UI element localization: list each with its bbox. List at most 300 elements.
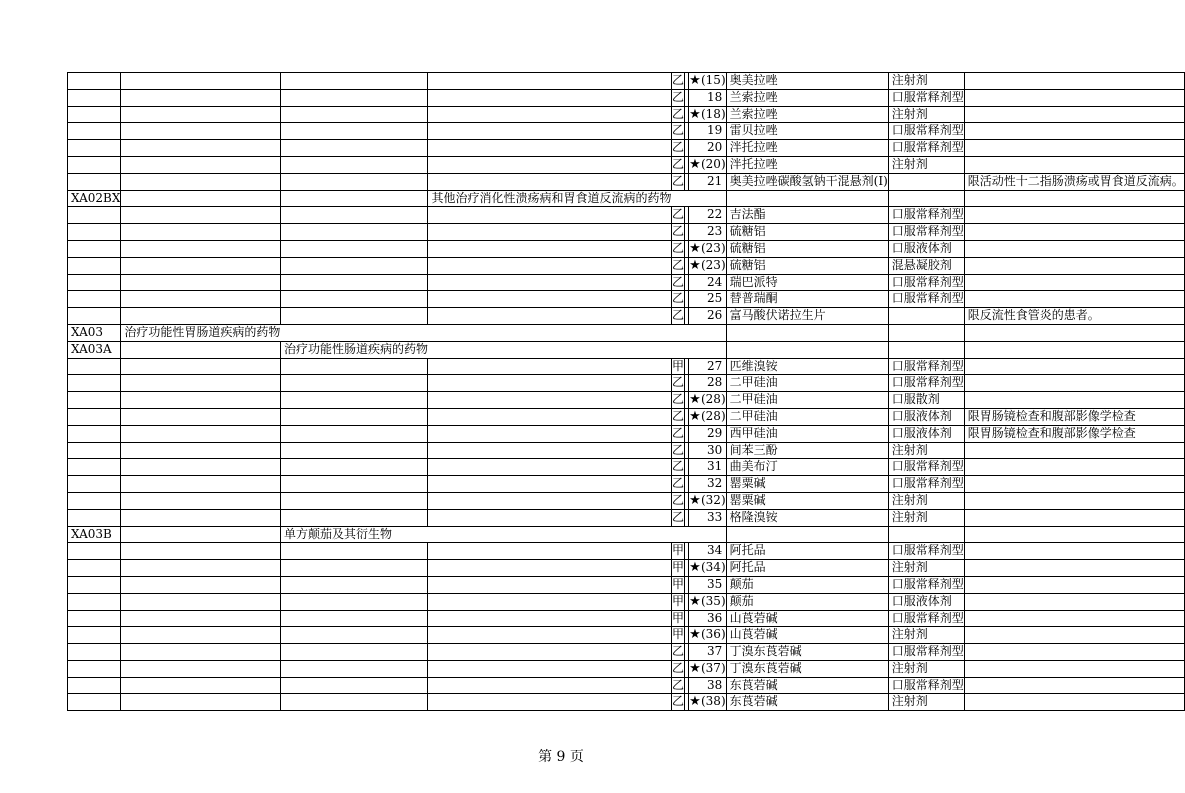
number-cell (688, 677, 726, 694)
empty-cell (428, 476, 672, 493)
dosage-form-cell (888, 660, 964, 677)
drug-name-cell (726, 224, 888, 241)
table-body (68, 73, 1185, 711)
empty-cell (726, 190, 888, 207)
drug-number: 37 (705, 660, 721, 675)
table-row (68, 408, 1185, 425)
drug-name: 阿托品 (729, 560, 766, 575)
drug-name: 泮托拉唑 (729, 140, 778, 155)
empty-cell (121, 660, 281, 677)
empty-cell (280, 106, 428, 123)
empty-cell (280, 291, 428, 308)
empty-cell (280, 576, 428, 593)
empty-cell (964, 341, 1184, 358)
category-code: XA02BX (71, 190, 121, 205)
number-cell (688, 543, 726, 560)
drug-name: 硫糖铝 (729, 224, 766, 239)
remark-cell (964, 140, 1184, 157)
dosage-form-cell (888, 425, 964, 442)
grade-cell (671, 576, 684, 593)
dosage-form: 口服常释剂型 (891, 291, 964, 306)
dosage-form: 口服常释剂型 (891, 576, 964, 591)
empty-cell (68, 543, 121, 560)
empty-cell (428, 173, 672, 190)
dosage-form-cell (888, 375, 964, 392)
star-icon: ★ (689, 73, 701, 88)
star-icon: ★ (689, 694, 701, 710)
dosage-form-cell (888, 392, 964, 409)
dosage-form: 口服常释剂型 (891, 140, 964, 155)
remark: 限反流性食管炎的患者。 (967, 308, 1100, 323)
empty-cell (280, 677, 428, 694)
dosage-form-cell (888, 694, 964, 711)
remark-cell (964, 257, 1184, 274)
empty-cell (121, 358, 281, 375)
category-title: 单方颠茄及其衍生物 (283, 526, 392, 541)
empty-cell (428, 560, 672, 577)
empty-cell (280, 358, 428, 375)
empty-cell (68, 576, 121, 593)
empty-cell (888, 341, 964, 358)
grade-label: 乙 (671, 173, 684, 188)
drug-name-cell (726, 308, 888, 325)
table-row (68, 173, 1185, 190)
dosage-form-cell (888, 106, 964, 123)
empty-cell (68, 593, 121, 610)
category-code: XA03 (71, 324, 104, 339)
star-icon: ★ (689, 627, 701, 643)
table-row (68, 610, 1185, 627)
remark: 限活动性十二指肠溃疡或胃食道反流病。 (967, 173, 1184, 188)
number-cell (688, 89, 726, 106)
drug-number: 30 (706, 442, 723, 457)
number-cell (688, 459, 726, 476)
empty-cell (280, 73, 428, 90)
remark-cell (964, 123, 1184, 140)
empty-cell (68, 106, 121, 123)
category-row (68, 526, 1185, 543)
dosage-form-cell (888, 627, 964, 644)
grade-label: 乙 (671, 140, 684, 155)
star-icon: ★ (689, 560, 701, 576)
table-row (68, 123, 1185, 140)
empty-cell (68, 492, 121, 509)
empty-cell (68, 459, 121, 476)
empty-cell (121, 308, 281, 325)
table-row (68, 308, 1185, 325)
empty-cell (121, 190, 281, 207)
dosage-form-cell (888, 291, 964, 308)
drug-name: 格隆溴铵 (729, 509, 778, 524)
remark-cell (964, 425, 1184, 442)
empty-cell (726, 341, 888, 358)
dosage-form: 混悬凝胶剂 (891, 257, 952, 272)
remark-cell (964, 442, 1184, 459)
number-cell: ★(28) (689, 392, 726, 408)
empty-cell (121, 459, 281, 476)
empty-cell (68, 308, 121, 325)
empty-cell (280, 593, 428, 610)
remark-cell (964, 308, 1184, 325)
category-title-cell (121, 324, 281, 341)
grade-label: 乙 (671, 73, 684, 87)
dosage-form-cell (888, 156, 964, 173)
drug-number: 37 (706, 644, 723, 659)
drug-name: 硫糖铝 (729, 257, 766, 272)
empty-cell (121, 492, 281, 509)
empty-cell (428, 627, 672, 644)
remark-cell (964, 358, 1184, 375)
table-row (68, 274, 1185, 291)
drug-name-cell (726, 140, 888, 157)
drug-name-cell (726, 593, 888, 610)
dosage-form-cell (888, 677, 964, 694)
grade-label: 乙 (671, 291, 684, 306)
empty-cell (121, 408, 281, 425)
empty-cell (68, 660, 121, 677)
grade-label: 乙 (671, 240, 684, 255)
table-row (68, 509, 1185, 526)
number-cell (688, 291, 726, 308)
table-row (68, 560, 1185, 577)
drug-name-cell (726, 106, 888, 123)
category-row (68, 190, 1185, 207)
empty-cell (428, 425, 672, 442)
table-row (68, 576, 1185, 593)
grade-label: 乙 (671, 392, 684, 407)
empty-cell (428, 492, 672, 509)
grade-cell (671, 660, 684, 677)
remark-cell (964, 207, 1184, 224)
star-icon: ★ (689, 492, 701, 508)
grade-label: 甲 (671, 576, 684, 591)
dosage-form: 注射剂 (891, 106, 928, 121)
empty-cell (428, 694, 672, 711)
drug-name: 西甲硅油 (729, 425, 778, 440)
empty-cell (428, 106, 672, 123)
drug-name-cell (726, 694, 888, 711)
grade-cell (671, 408, 684, 425)
grade-cell (671, 73, 684, 90)
empty-cell (428, 644, 672, 661)
grade-label: 甲 (671, 358, 684, 373)
grade-label: 乙 (671, 694, 684, 709)
table-row (68, 543, 1185, 560)
drug-name: 东莨菪碱 (729, 694, 778, 709)
number-cell (688, 644, 726, 661)
drug-name-cell (726, 442, 888, 459)
dosage-form-cell (888, 240, 964, 257)
remark-cell (964, 476, 1184, 493)
grade-cell (671, 106, 684, 123)
category-code: XA03B (71, 526, 112, 541)
grade-label: 乙 (671, 123, 684, 138)
empty-cell (428, 240, 672, 257)
drug-name-cell (726, 459, 888, 476)
table-row (68, 677, 1185, 694)
empty-cell (68, 257, 121, 274)
drug-number: 36 (705, 627, 721, 642)
drug-number: 23 (705, 257, 721, 272)
dosage-form: 注射剂 (891, 694, 928, 709)
empty-cell (428, 526, 672, 543)
drug-name: 颠茄 (729, 576, 754, 591)
table-row (68, 257, 1185, 274)
empty-cell (121, 274, 281, 291)
remark-cell (964, 173, 1184, 190)
dosage-form-cell (888, 140, 964, 157)
empty-cell (428, 291, 672, 308)
empty-cell (280, 190, 428, 207)
drug-number: 28 (706, 375, 723, 390)
drug-name: 二甲硅油 (729, 392, 778, 407)
remark-cell (964, 677, 1184, 694)
empty-cell (121, 341, 281, 358)
drug-number: 31 (706, 459, 723, 474)
empty-cell (121, 375, 281, 392)
drug-name-cell (726, 291, 888, 308)
empty-cell (428, 140, 672, 157)
drug-name-cell (726, 392, 888, 409)
number-cell (688, 224, 726, 241)
grade-label: 乙 (671, 644, 684, 659)
table-row (68, 375, 1185, 392)
empty-cell (68, 123, 121, 140)
grade-cell (671, 156, 684, 173)
drug-name: 间苯三酚 (729, 442, 778, 457)
grade-label: 乙 (671, 106, 684, 121)
grade-cell (671, 240, 684, 257)
empty-cell (428, 257, 672, 274)
empty-cell (671, 341, 684, 358)
remark-cell (964, 593, 1184, 610)
dosage-form: 口服液体剂 (891, 408, 952, 423)
empty-cell (688, 526, 726, 543)
number-cell (688, 207, 726, 224)
grade-label: 乙 (671, 207, 684, 222)
empty-cell (121, 173, 281, 190)
dosage-form-cell (888, 358, 964, 375)
empty-cell (68, 140, 121, 157)
drug-name: 富马酸伏诺拉生片 (729, 308, 826, 323)
number-cell (688, 509, 726, 526)
remark-cell (964, 694, 1184, 711)
empty-cell (671, 526, 684, 543)
empty-cell (68, 240, 121, 257)
number-cell (688, 442, 726, 459)
remark-cell (964, 106, 1184, 123)
empty-cell (121, 576, 281, 593)
dosage-form-cell (888, 257, 964, 274)
empty-cell (121, 509, 281, 526)
empty-cell (68, 610, 121, 627)
drug-name-cell (726, 274, 888, 291)
dosage-form-cell (888, 610, 964, 627)
empty-cell (280, 224, 428, 241)
grade-cell (671, 694, 684, 711)
drug-name-cell (726, 560, 888, 577)
table-row (68, 358, 1185, 375)
empty-cell (428, 408, 672, 425)
empty-cell (68, 392, 121, 409)
drug-name: 奥美拉唑碳酸氢钠干混悬剂(Ⅰ) (729, 173, 888, 188)
number-cell: ★(28) (689, 408, 726, 424)
number-cell: ★(38) (689, 694, 726, 710)
drug-name-cell (726, 576, 888, 593)
drug-name: 曲美布汀 (729, 459, 778, 474)
empty-cell (964, 526, 1184, 543)
empty-cell (428, 459, 672, 476)
grade-cell (671, 543, 684, 560)
drug-name-cell (726, 207, 888, 224)
dosage-form: 口服液体剂 (891, 425, 952, 440)
grade-cell (671, 476, 684, 493)
remark-cell (964, 560, 1184, 577)
grade-label: 乙 (671, 492, 684, 507)
grade-label: 乙 (671, 425, 684, 440)
drug-number: 38 (706, 677, 723, 692)
dosage-form-cell (888, 644, 964, 661)
grade-cell (671, 627, 684, 644)
drug-number: 27 (706, 358, 723, 373)
drug-number: 15 (705, 73, 721, 87)
remark: 限胃肠镜检查和腹部影像学检查 (967, 425, 1136, 440)
empty-cell (68, 73, 121, 90)
table-row (68, 156, 1185, 173)
remark-cell (964, 375, 1184, 392)
empty-cell (121, 73, 281, 90)
number-cell (688, 274, 726, 291)
grade-cell (671, 224, 684, 241)
empty-cell (280, 140, 428, 157)
drug-number: 38 (705, 694, 721, 709)
empty-cell (68, 627, 121, 644)
empty-cell (68, 476, 121, 493)
number-cell: ★(23) (689, 257, 726, 273)
remark-cell (964, 576, 1184, 593)
grade-label: 甲 (671, 627, 684, 642)
star-icon: ★ (689, 408, 701, 424)
dosage-form: 注射剂 (891, 509, 928, 524)
grade-label: 乙 (671, 375, 684, 390)
empty-cell (68, 89, 121, 106)
empty-cell (964, 324, 1184, 341)
number-cell (688, 425, 726, 442)
drug-list-table (67, 72, 1185, 711)
remark-cell (964, 291, 1184, 308)
drug-name: 硫糖铝 (729, 240, 766, 255)
table-row (68, 392, 1185, 409)
empty-cell (68, 291, 121, 308)
number-cell (688, 375, 726, 392)
star-icon: ★ (689, 156, 701, 172)
empty-cell (428, 593, 672, 610)
drug-name: 罂粟碱 (729, 492, 766, 507)
dosage-form-cell (888, 224, 964, 241)
empty-cell (428, 358, 672, 375)
empty-cell (280, 89, 428, 106)
dosage-form: 口服常释剂型 (891, 89, 964, 104)
empty-cell (121, 442, 281, 459)
dosage-form-cell (888, 476, 964, 493)
grade-label: 乙 (671, 677, 684, 692)
table-row (68, 660, 1185, 677)
grade-label: 乙 (671, 660, 684, 675)
star-icon: ★ (689, 660, 701, 676)
grade-cell (671, 274, 684, 291)
table-row (68, 207, 1185, 224)
dosage-form-cell (888, 73, 964, 90)
grade-label: 乙 (671, 274, 684, 289)
empty-cell (888, 526, 964, 543)
empty-cell (280, 173, 428, 190)
dosage-form-cell (888, 593, 964, 610)
category-code: XA03A (71, 341, 112, 356)
empty-cell (68, 560, 121, 577)
empty-cell (280, 644, 428, 661)
remark: 限胃肠镜检查和腹部影像学检查 (967, 408, 1136, 423)
remark-cell (964, 492, 1184, 509)
remark-cell (964, 392, 1184, 409)
remark-cell (964, 610, 1184, 627)
empty-cell (121, 593, 281, 610)
empty-cell (428, 207, 672, 224)
empty-cell (121, 627, 281, 644)
empty-cell (121, 291, 281, 308)
dosage-form: 口服常释剂型 (891, 207, 964, 222)
remark-cell (964, 240, 1184, 257)
drug-number: 23 (706, 224, 723, 239)
empty-cell (121, 644, 281, 661)
dosage-form-cell (888, 560, 964, 577)
grade-label: 乙 (671, 459, 684, 474)
empty-cell (121, 207, 281, 224)
grade-cell (671, 459, 684, 476)
empty-cell (68, 694, 121, 711)
grade-label: 甲 (671, 593, 684, 608)
empty-cell (688, 324, 726, 341)
grade-cell (671, 492, 684, 509)
empty-cell (428, 156, 672, 173)
empty-cell (121, 392, 281, 409)
empty-cell (121, 560, 281, 577)
drug-name-cell (726, 627, 888, 644)
empty-cell (280, 308, 428, 325)
drug-name-cell (726, 492, 888, 509)
category-row (68, 324, 1185, 341)
drug-name: 山莨菪碱 (729, 627, 778, 642)
drug-name-cell (726, 543, 888, 560)
grade-label: 乙 (671, 257, 684, 272)
dosage-form: 口服液体剂 (891, 593, 952, 608)
empty-cell (68, 156, 121, 173)
grade-label: 乙 (671, 476, 684, 491)
grade-cell (671, 644, 684, 661)
empty-cell (121, 123, 281, 140)
empty-cell (280, 492, 428, 509)
number-cell (688, 173, 726, 190)
category-code-cell (68, 526, 121, 543)
drug-number: 21 (706, 173, 723, 188)
drug-number: 34 (706, 543, 723, 558)
remark-cell (964, 627, 1184, 644)
empty-cell (68, 425, 121, 442)
drug-number: 18 (705, 106, 721, 121)
drug-name: 替普瑞酮 (729, 291, 778, 306)
dosage-form-cell (888, 173, 964, 190)
empty-cell (68, 408, 121, 425)
grade-cell (671, 375, 684, 392)
